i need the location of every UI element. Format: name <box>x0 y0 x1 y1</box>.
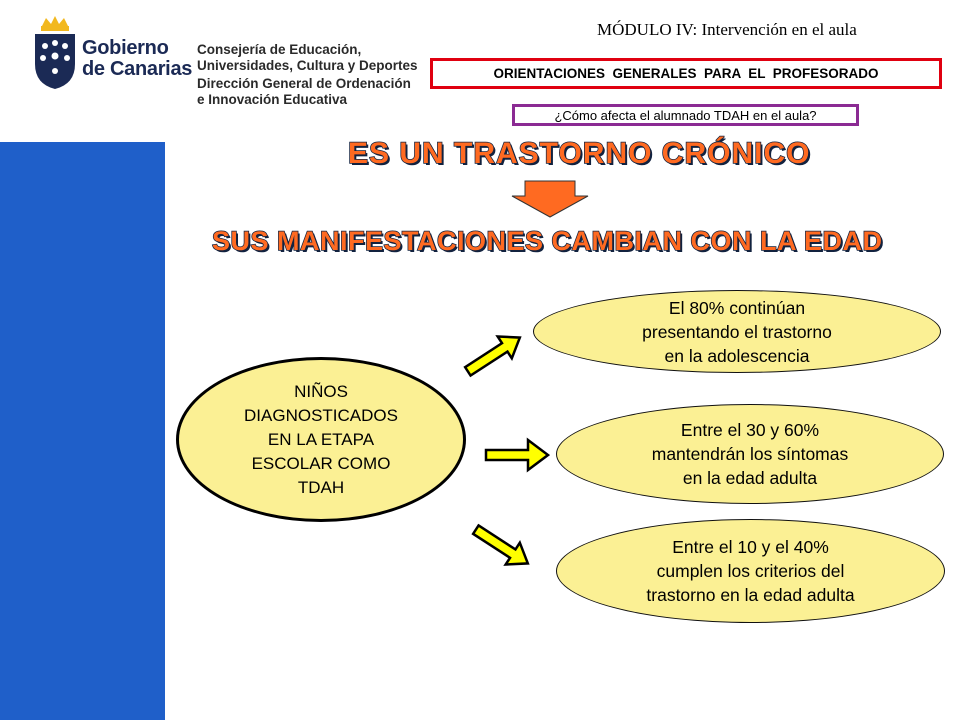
org-name <box>82 38 192 80</box>
central-node-line: EN LA ETAPA <box>267 429 375 449</box>
question-banner: ¿Cómo afecta el alumnado TDAH en el aula? <box>512 104 859 126</box>
department-line: e Innovación Educativa <box>197 92 348 107</box>
arrow-down-right-icon <box>466 516 536 576</box>
central-node-line: DIAGNOSTICADOS <box>244 405 398 425</box>
department-line: Universidades, Cultura y Deportes <box>197 58 418 73</box>
org-name-line2: de Canarias <box>82 58 193 80</box>
outcome-adolescence <box>533 290 941 373</box>
orientation-banner: ORIENTACIONES GENERALES PARA EL PROFESORADO <box>430 58 942 89</box>
outcome-line: Entre el 10 y el 40% <box>672 537 829 557</box>
central-node <box>176 357 466 522</box>
outcome-line: Entre el 30 y 60% <box>680 420 820 440</box>
main-title: ES UN TRASTORNO CRÓNICO <box>348 137 811 170</box>
department-block <box>197 42 418 108</box>
subtitle: SUS MANIFESTACIONES CAMBIAN CON LA EDAD <box>212 226 883 256</box>
outcome-line: presentando el trastorno <box>642 321 832 342</box>
outcome-line: cumplen los criterios del <box>656 561 845 581</box>
outcome-adult-symptoms <box>556 404 944 504</box>
org-name-line1: Gobierno <box>82 37 169 59</box>
down-arrow-icon <box>511 180 589 218</box>
blue-sidebar <box>0 142 165 720</box>
arrow-up-right-icon <box>458 325 528 385</box>
outcome-line: en la adolescencia <box>664 345 810 366</box>
department-line: Consejería de Educación, <box>197 42 362 57</box>
outcome-line: mantendrán los síntomas <box>651 444 849 464</box>
outcome-line: El 80% continúan <box>668 297 806 318</box>
outcome-line: en la edad adulta <box>682 468 818 488</box>
coat-of-arms-icon <box>30 16 80 90</box>
arrow-right-icon <box>484 435 550 475</box>
central-node-line: TDAH <box>297 477 345 497</box>
module-title: MÓDULO IV: Intervención en el aula <box>597 20 857 39</box>
outcome-line: trastorno en la edad adulta <box>646 585 855 605</box>
department-line: Dirección General de Ordenación <box>197 76 411 91</box>
outcome-adult-criteria <box>556 519 945 623</box>
central-node-line: NIÑOS <box>294 381 348 401</box>
central-node-line: ESCOLAR COMO <box>251 453 391 473</box>
